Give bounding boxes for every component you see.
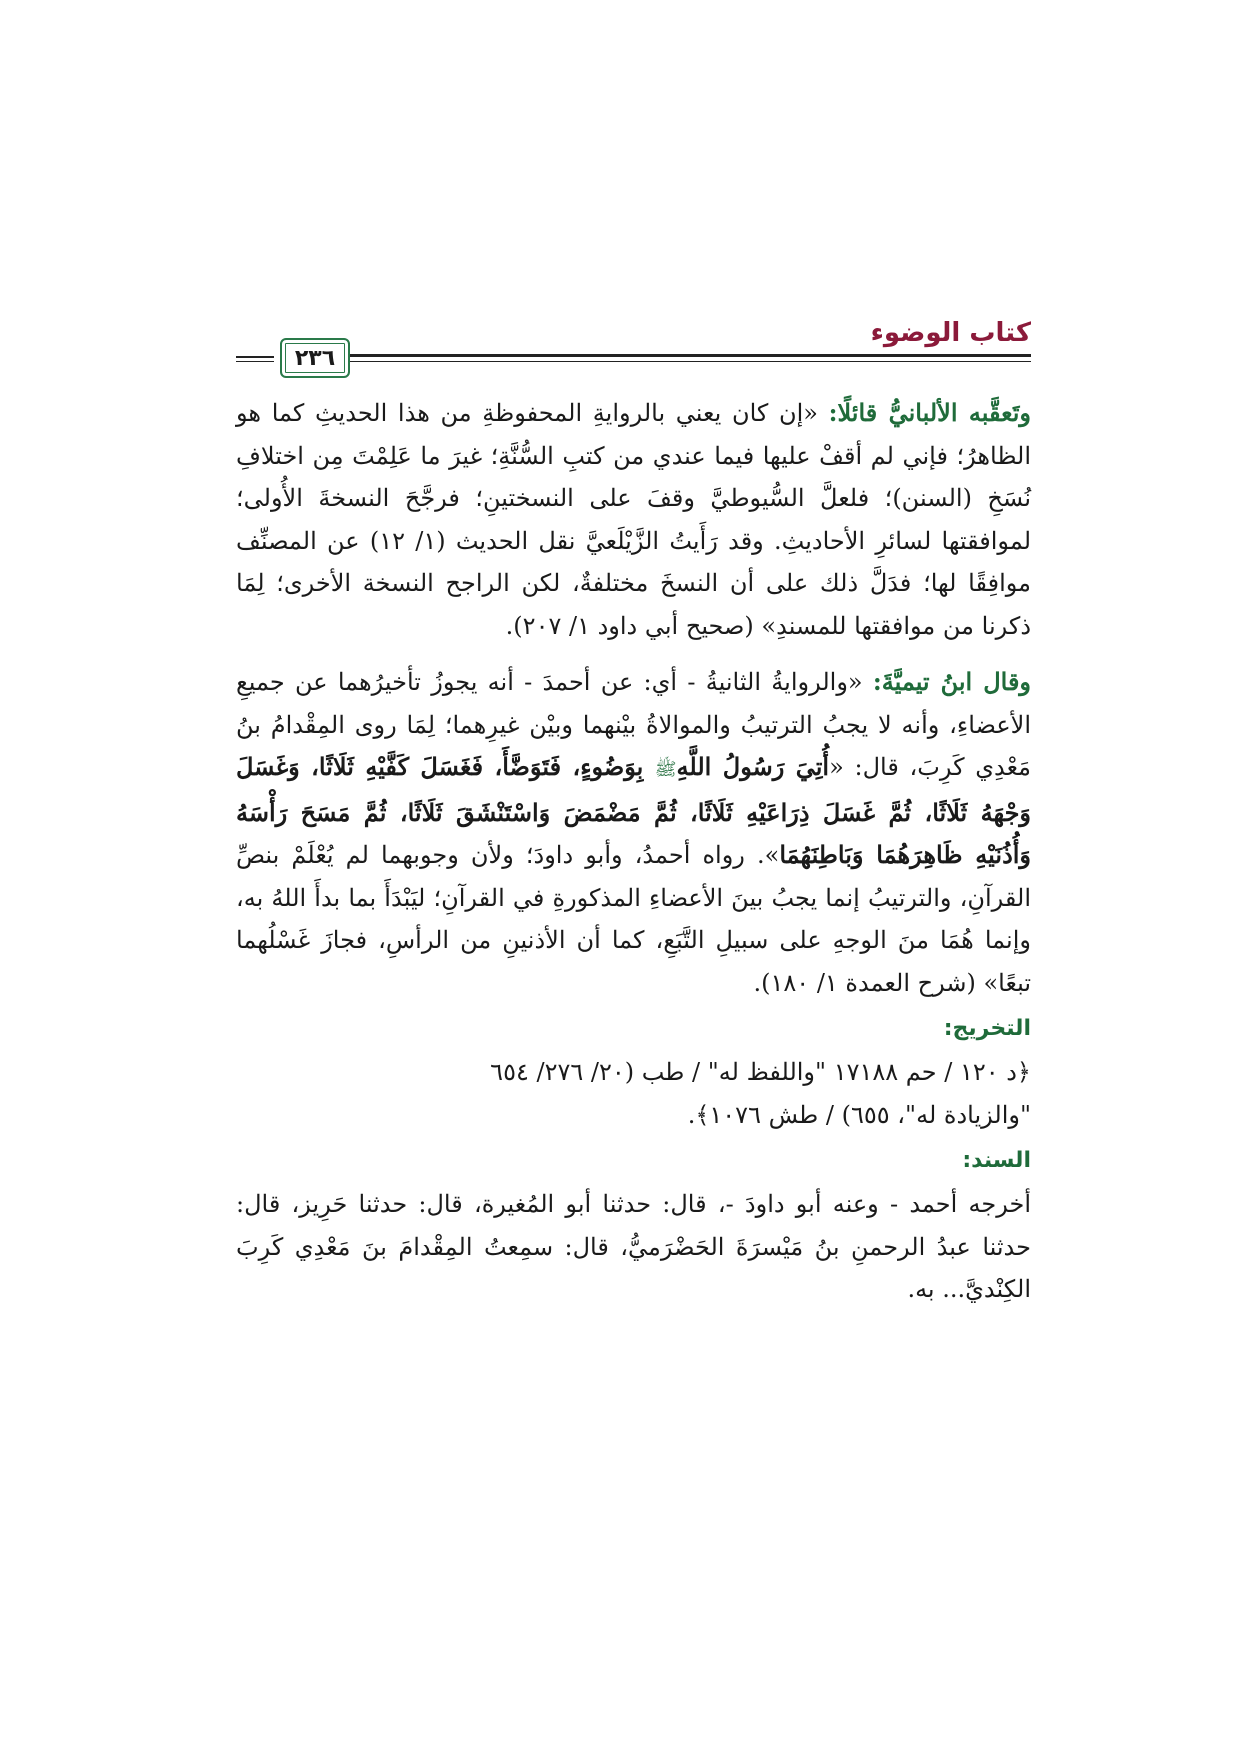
book-title: كتاب الوضوء (870, 318, 1031, 348)
page-header (236, 318, 1031, 378)
page-number: ٢٣٦ (294, 345, 336, 371)
sanad-text: أخرجه أحمد - وعنه أبو داودَ -، قال: حدثنا أبو المُغيرة، قال: حدثنا حَرِيز، قال: حدثنا عبدُ الرحمنِ بنُ مَيْسرَةَ الحَضْرَميُّ، قال: سمِعتُ المِقْدامَ بنَ مَعْدِي كَرِبَ الكِنْديَّ... به. (236, 1190, 1031, 1303)
hadith-text: أُتِيَ رَسُولُ اللَّهِ (676, 752, 830, 781)
hadith-text: بِوَضُوءٍ، فَتَوَضَّأَ، فَغَسَلَ كَفَّيْهِ ثَلَاثًا، وَغَسَلَ وَجْهَهُ ثَلَاثًا، ثُمَّ غَسَلَ ذِرَاعَيْهِ ثَلَاثًا، ثُمَّ مَضْمَضَ وَاسْتَنْشَقَ ثَلَاثًا، ثُمَّ مَسَحَ رَأْسَهُ وَأُذُنَيْهِ ظَاهِرَهُمَا وَبَاطِنَهُمَا (236, 752, 1032, 869)
header-rule-thick (311, 354, 1031, 357)
paragraph-text: ». رواه أحمدُ، وأبو داودَ؛ ولأن وجوبهما لم يُعْلَمْ بنصِّ القرآنِ، والترتيبُ إنما يجبُ بينَ الأعضاءِ المذكورةِ في القرآنِ؛ ليَبْدَأَ بما بدأَ اللهُ به، وإنما هُمَا منَ الوجهِ على سبيلِ التَّبَعِ، كما أن الأذنينِ من الرأسِ، فجازَ غَسْلُهما تبعًا» (شرح العمدة ١/ ١٨٠). (236, 841, 1031, 997)
paragraph-lead: وقال ابنُ تيميَّةَ: (872, 667, 1031, 696)
paragraph-lead: وتَعقَّبه الألبانيُّ قائلًا: (828, 398, 1031, 427)
paragraph-text: «والروايةُ الثانيةُ - أي: عن أحمدَ - أنه يجوزُ تأخيرُهما عن جميعِ الأعضاءِ، وأنه لا يجبُ الترتيبُ والموالاةُ بيْنهما وبيْن غيرِهما؛ لِمَا روى المِقْدامُ بنُ مَعْدِي كَرِبَ، قال: « (236, 668, 1032, 781)
page-number-badge (280, 338, 350, 378)
header-rule-thin (311, 361, 1031, 362)
paragraph-albani (236, 392, 1031, 647)
takhrij-line: "والزيادة له"، ٦٥٥) / طش ١٠٧٦﴾. (687, 1100, 1031, 1129)
page-content (236, 392, 1031, 1311)
header-rule-left (236, 356, 274, 362)
sanad-heading: السند: (962, 1148, 1031, 1173)
takhrij-heading: التخريج: (943, 1016, 1031, 1041)
paragraph-ibn-taymiyya (236, 661, 1031, 1004)
salawat-glyph: ﷺ (654, 759, 677, 780)
takhrij-line: ﴿د ١٢٠ / حم ١٧١٨٨ "واللفظ له" / طب (٢٠/ ٢٧٦/ ٦٥٤ (490, 1058, 1031, 1086)
paragraph-text: «إن كان يعني بالروايةِ المحفوظةِ من هذا الحديثِ كما هو الظاهرُ؛ فإني لم أقفْ عليها فيما عندي من كتبِ السُّنَّةِ؛ غيرَ ما عَلِمْتَ مِن اختلافِ نُسَخِ (السنن)؛ فلعلَّ السُّيوطيَّ وقفَ على النسختينِ؛ فرجَّحَ النسخةَ الأُولى؛ لموافقتها لسائرِ الأحاديثِ. وقد رَأَيتُ الزَّيْلَعيَّ نقل الحديث (١/ ١٢) عن المصنِّف موافِقًا لها؛ فدَلَّ ذلك على أن النسخَ مختلفةٌ، لكن الراجح النسخة الأخرى؛ لِمَا ذكرنا من موافقتها للمسندِ» (صحيح أبي داود ١/ ٢٠٧). (236, 399, 1032, 640)
